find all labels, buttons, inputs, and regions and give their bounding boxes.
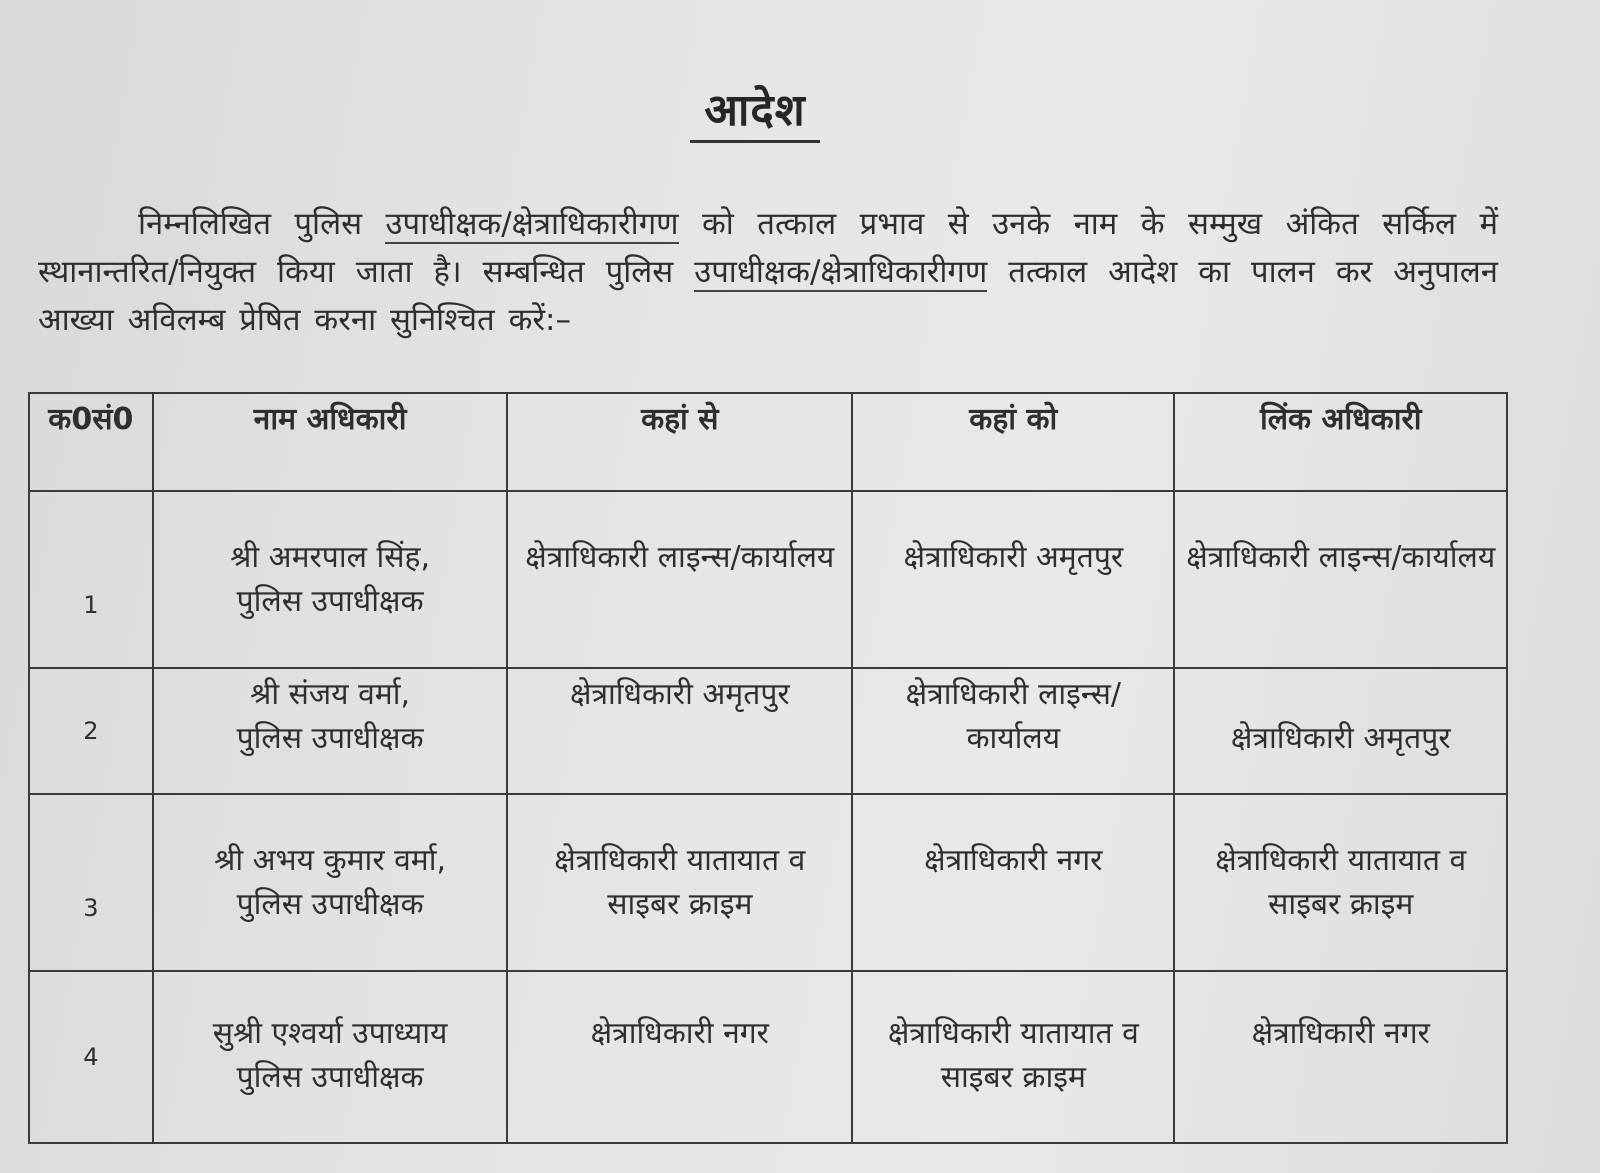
table-row	[29, 971, 1507, 1143]
officer-name: श्री अमरपाल सिंह,	[230, 540, 431, 575]
header-link-officer: लिंक अधिकारी	[1174, 393, 1507, 491]
officer-name-cell	[153, 668, 508, 794]
link-officer-cell: क्षेत्राधिकारी अमृतपुर	[1174, 668, 1507, 794]
to-cell: क्षेत्राधिकारी नगर	[852, 794, 1174, 971]
officer-name-cell	[153, 971, 508, 1143]
paragraph-underlined-2: उपाधीक्षक/क्षेत्राधिकारीगण	[694, 254, 988, 290]
officer-name-cell	[153, 491, 508, 668]
to-cell: क्षेत्राधिकारी अमृतपुर	[852, 491, 1174, 668]
transfer-table	[28, 392, 1508, 1144]
officer-name: सुश्री एश्वर्या उपाध्याय	[212, 1016, 448, 1052]
link-officer-cell: क्षेत्राधिकारी यातायात व साइबर क्राइम	[1174, 794, 1507, 971]
header-to: कहां को	[852, 393, 1174, 491]
officer-name: श्री संजय वर्मा,	[250, 676, 411, 712]
paragraph-underlined-1: उपाधीक्षक/क्षेत्राधिकारीगण	[385, 206, 679, 242]
paragraph-part-2: को तत्काल प्रभाव से उनके नाम के सम्मुख अंकित सर्किल में स्थानान्तरित/नियुक्त किया जाता है। सम्बन्धित पुलिस	[38, 206, 1498, 290]
link-officer-cell: क्षेत्राधिकारी नगर	[1174, 971, 1507, 1143]
to-cell: क्षेत्राधिकारी यातायात व साइबर क्राइम	[852, 971, 1174, 1143]
serial-cell: 3	[29, 794, 153, 971]
table-row	[29, 794, 1507, 971]
from-cell: क्षेत्राधिकारी यातायात व साइबर क्राइम	[507, 794, 852, 971]
serial-cell: 2	[29, 668, 153, 794]
header-serial: क0सं0	[29, 393, 153, 491]
officer-designation: पुलिस उपाधीक्षक	[236, 887, 424, 923]
paragraph-part-3: तत्काल आदेश का पालन कर अनुपालन आख्या अविलम्ब प्रेषित करना सुनिश्चित करें:–	[38, 254, 1498, 338]
order-paragraph	[38, 200, 1498, 344]
from-cell: क्षेत्राधिकारी लाइन्स/कार्यालय	[507, 491, 852, 668]
to-cell: क्षेत्राधिकारी लाइन्स/कार्यालय	[852, 668, 1174, 794]
officer-designation: पुलिस उपाधीक्षक	[236, 584, 424, 619]
header-from: कहां से	[507, 393, 852, 491]
paragraph-part-1: निम्नलिखित पुलिस	[138, 206, 386, 242]
header-officer-name: नाम अधिकारी	[153, 393, 508, 491]
table-row	[29, 668, 1507, 794]
officer-name: श्री अभय कुमार वर्मा,	[214, 843, 447, 879]
officer-designation: पुलिस उपाधीक्षक	[236, 1060, 424, 1096]
serial-cell: 4	[29, 971, 153, 1143]
document-title: आदेश	[690, 78, 820, 143]
table-row	[29, 491, 1507, 668]
link-officer-cell: क्षेत्राधिकारी लाइन्स/कार्यालय	[1174, 491, 1507, 668]
table-header-row	[29, 393, 1507, 491]
from-cell: क्षेत्राधिकारी नगर	[507, 971, 852, 1143]
serial-cell: 1	[29, 491, 153, 668]
officer-designation: पुलिस उपाधीक्षक	[236, 720, 424, 756]
officer-name-cell	[153, 794, 508, 971]
from-cell: क्षेत्राधिकारी अमृतपुर	[507, 668, 852, 794]
